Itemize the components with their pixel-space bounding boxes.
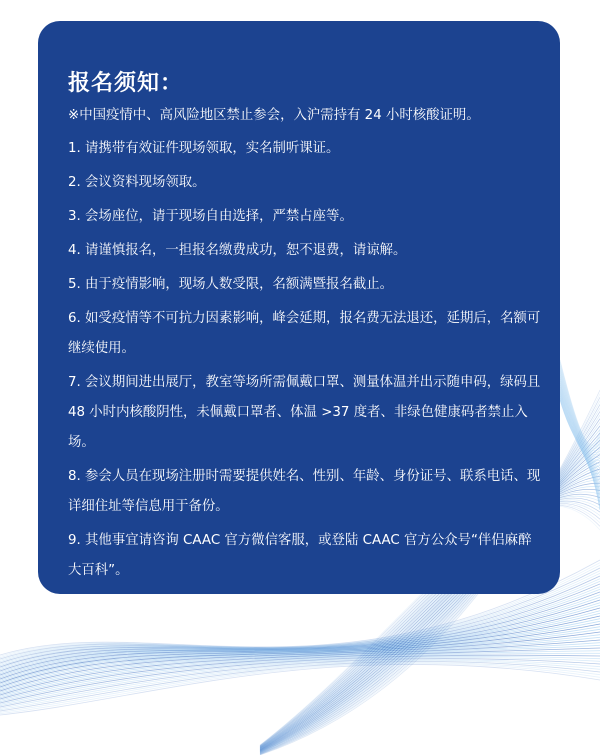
notice-title: 报名须知： (68, 71, 184, 96)
notice-item: 4. 请谨慎报名，一担报名缴费成功，恕不退费，请谅解。 (68, 243, 407, 258)
notice-list (68, 134, 546, 586)
notice-item: 5. 由于疫情影响，现场人数受限，名额满暨报名截止。 (68, 277, 394, 292)
notice-item: 1. 请携带有效证件现场领取，实名制听课证。 (68, 141, 340, 156)
notice-item: 7. 会议期间进出展厅，教室等场所需佩戴口罩、测量体温并出示随申码，绿码且 48 小时内核酸阴性，未佩戴口罩者、体温 >37 度者、非绿色健康码者禁止入场。 (68, 375, 541, 450)
notice-item: 8. 参会人员在现场注册时需要提供姓名、性别、年龄、身份证号、联系电话、现详细住址等信息用于备份。 (68, 469, 541, 514)
notice-item: 6. 如受疫情等不可抗力因素影响，峰会延期，报名费无法退还，延期后，名额可继续使用。 (68, 311, 541, 356)
notice-item: 2. 会议资料现场领取。 (68, 175, 206, 190)
notice-item: 9. 其他事宜请咨询 CAAC 官方微信客服，或登陆 CAAC 官方公众号“伴侣麻醉大百科”。 (68, 533, 532, 578)
notice-card (38, 21, 560, 594)
notice-item: 3. 会场座位，请于现场自由选择，严禁占座等。 (68, 209, 353, 224)
notice-warning: ※中国疫情中、高风险地区禁止参会，入沪需持有 24 小时核酸证明。 (68, 108, 480, 123)
